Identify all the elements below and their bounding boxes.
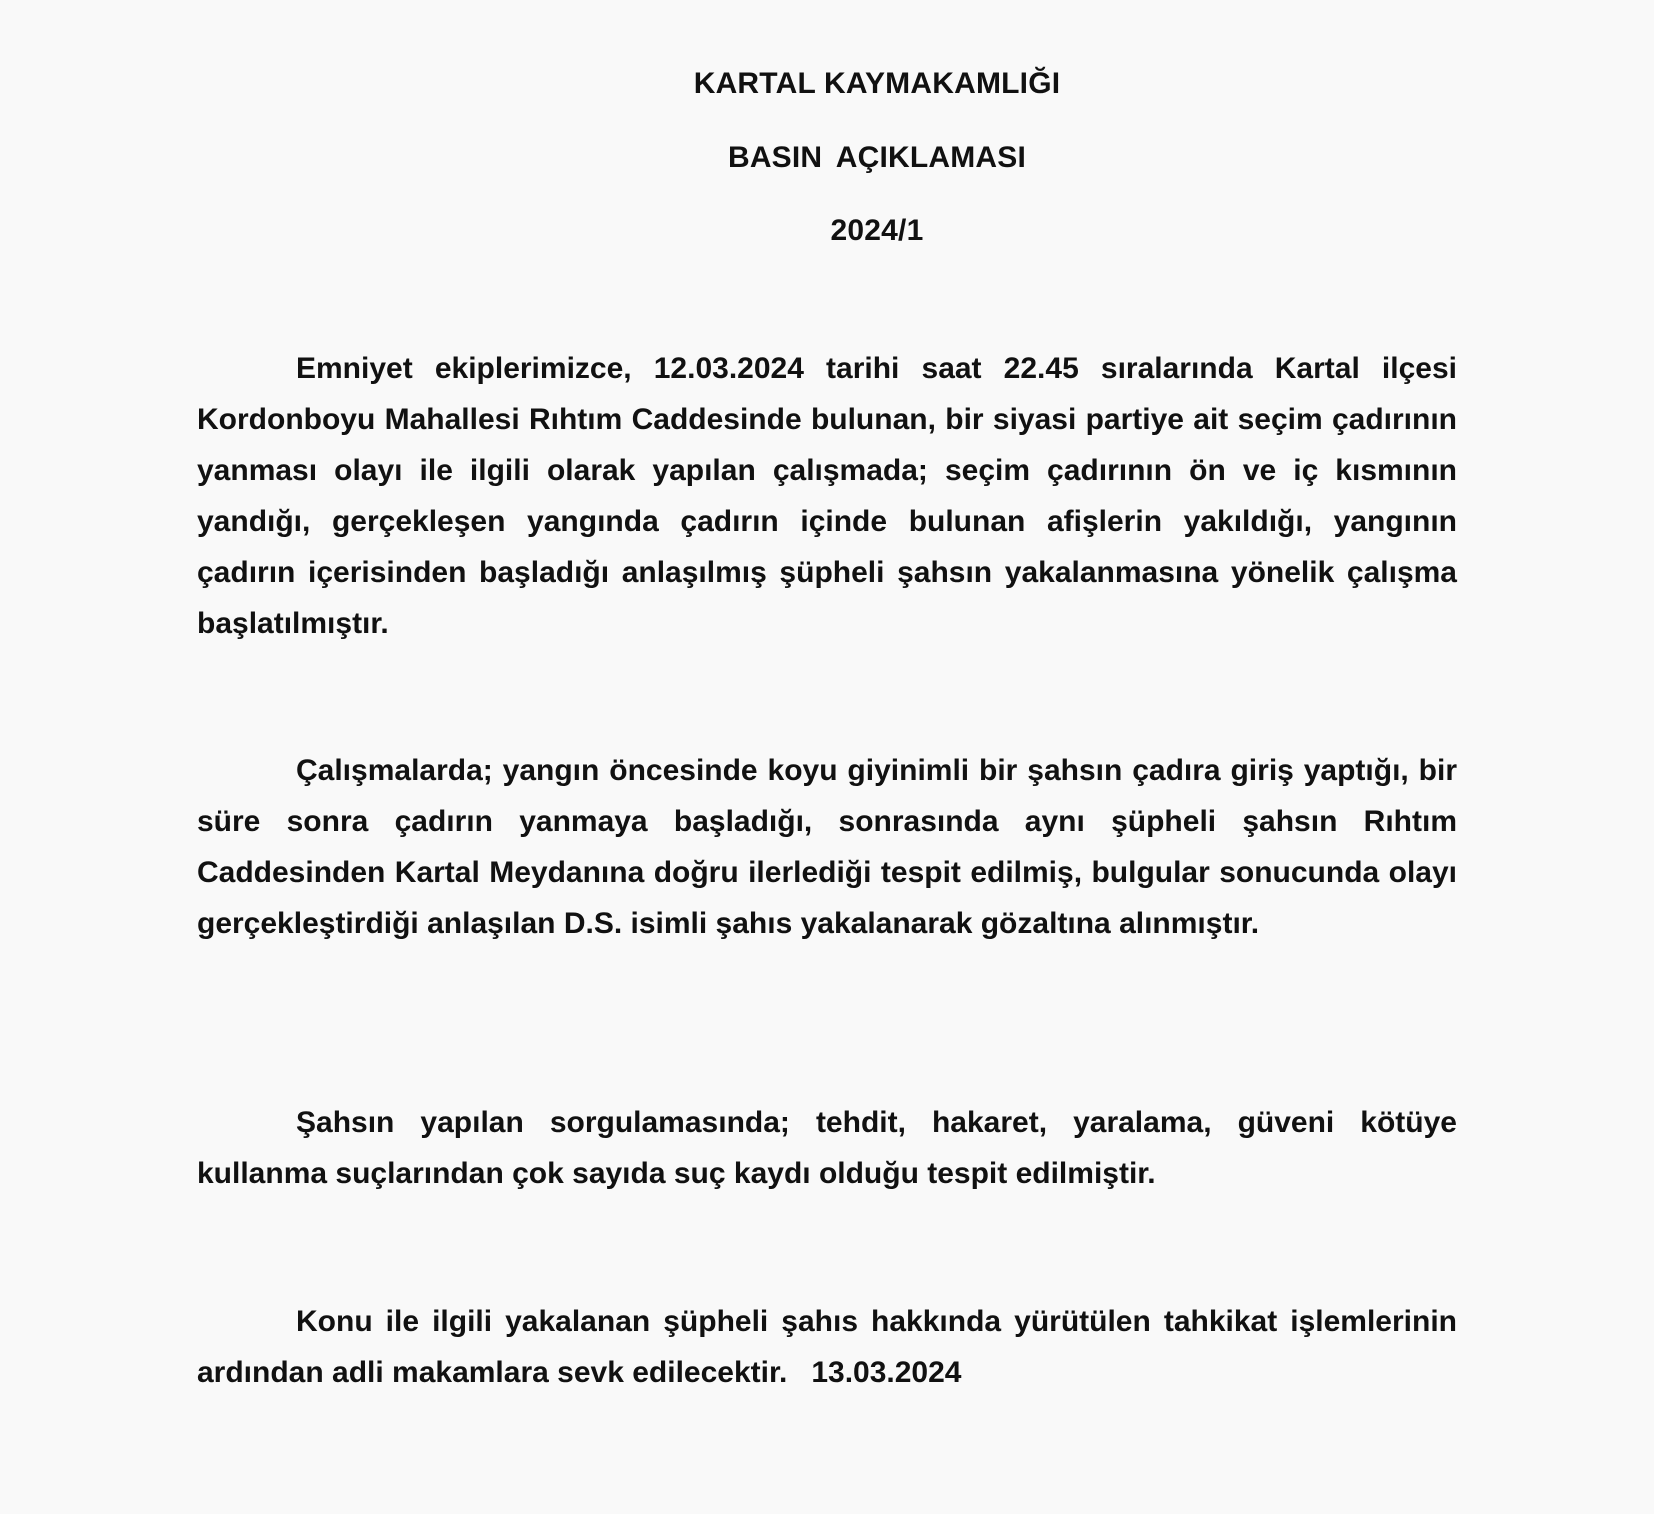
conclusion-text: Konu ile ilgili yakalanan şüpheli şahıs hakkında yürütülen tahkikat işlemlerinin ardından adli makamlara sevk edilecektir. <box>197 1305 1457 1389</box>
document-number: 2024/1 <box>830 214 924 247</box>
paragraph-incident: Emniyet ekiplerimizce, 12.03.2024 tarihi saat 22.45 sıralarında Kartal ilçesi Kordonboyu Mahallesi Rıhtım Caddesinde bulunan, bir siyasi partiye ait seçim çadırının yanması olayı ile ilgili olarak yapılan çalışmada; seçim çadırının ön ve iç kısmının yandığı, gerçekleşen yangında çadırın içinde bulunan afişlerin yakıldığı, yangının çadırın içerisinden başladığı anlaşılmış şüpheli şahsın yakalanmasına yönelik çalışma başlatılmıştır. <box>197 352 1457 640</box>
paragraph-interrogation: Şahsın yapılan sorgulamasında; tehdit, hakaret, yaralama, güveni kötüye kullanma suçlarından çok sayıda suç kaydı olduğu tespit edilmiştir. <box>197 1106 1457 1190</box>
document-type-title: BASIN AÇIKLAMASI <box>727 141 1027 174</box>
institution-title: KARTAL KAYMAKAMLIĞI <box>693 67 1061 100</box>
release-date: 13.03.2024 <box>811 1356 962 1389</box>
paragraph-investigation: Çalışmalarda; yangın öncesinde koyu giyinimli bir şahsın çadıra giriş yaptığı, bir süre sonra çadırın yanmaya başladığı, sonrasında aynı şüpheli şahsın Rıhtım Caddesinden Kartal Meydanına doğru ilerlediği tespit edilmiş, bulgular sonucunda olayı gerçekleştirdiği anlaşılan D.S. isimli şahıs yakalanarak gözaltına alınmıştır. <box>197 754 1457 940</box>
paragraph-conclusion <box>197 1296 1457 1398</box>
